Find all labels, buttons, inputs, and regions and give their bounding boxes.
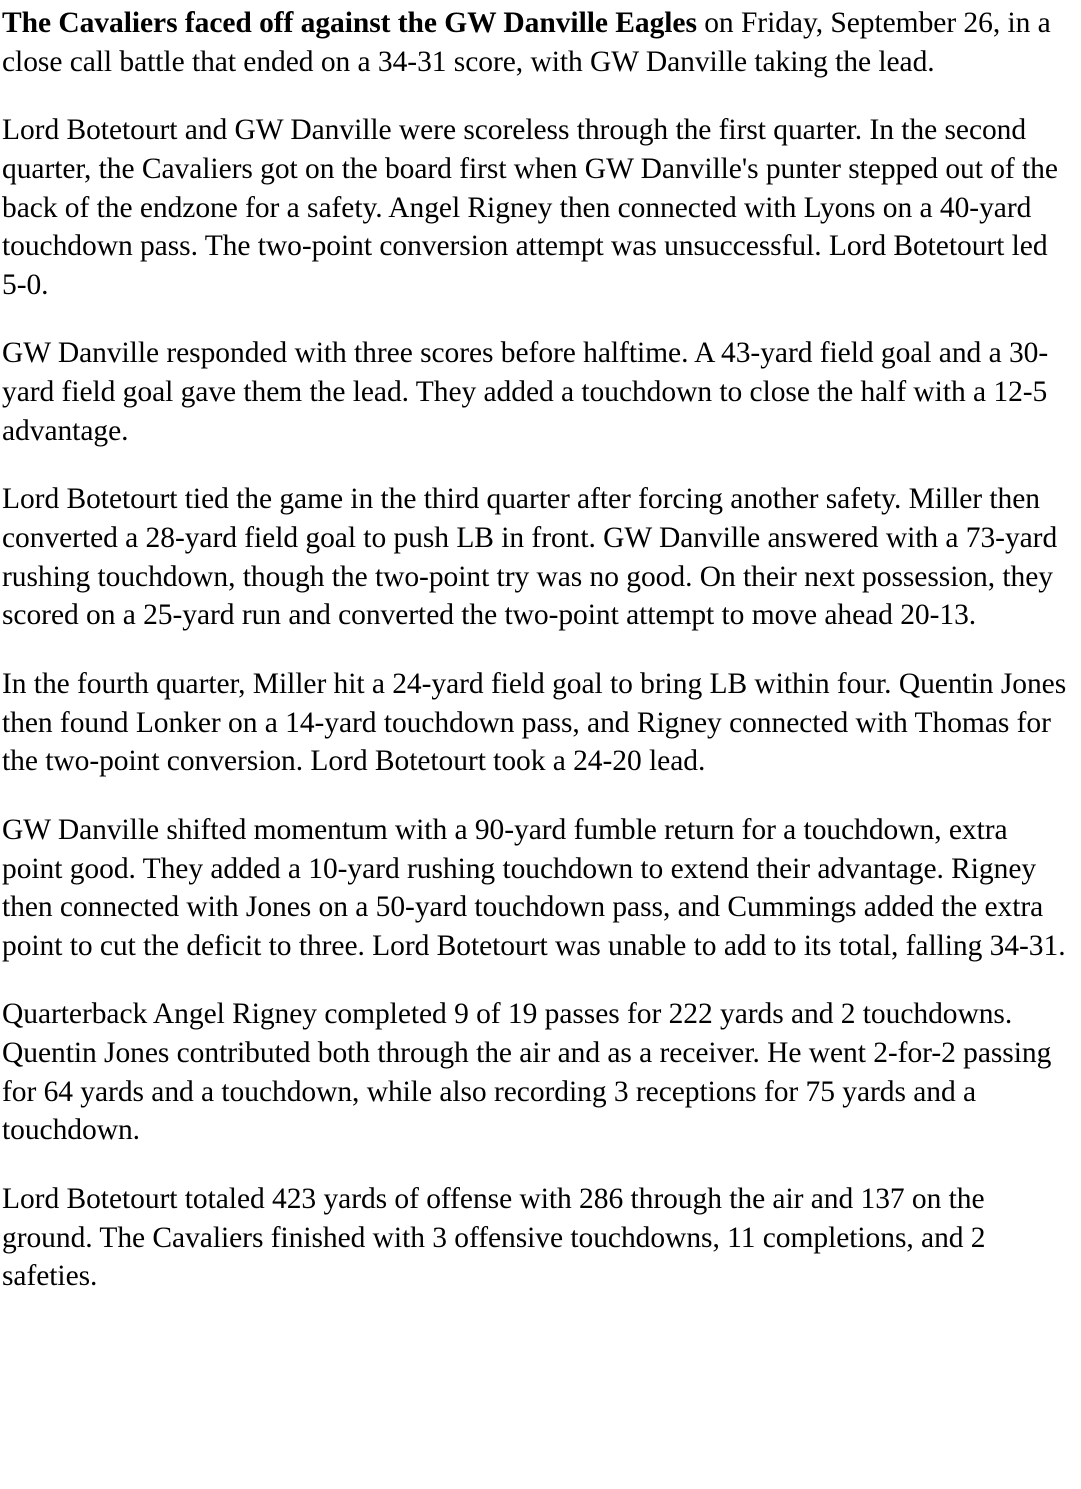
intro-rest-text: on Friday, September 26, in a close call battle that ended on a 34-31 score, with GW Danville taking the lead. <box>2 7 1051 78</box>
paragraph-first-half-gw: GW Danville responded with three scores before halftime. A 43-yard field goal and a 30-yard field goal gave them the lead. They added a touchdown to close the half with a 12-5 advantage. <box>2 337 1049 447</box>
paragraph-third-quarter: Lord Botetourt tied the game in the third quarter after forcing another safety. Miller then converted a 28-yard field goal to push LB in front. GW Danville answered with a 73-yard rushing touchdown, though the two-point try was no good. On their next possession, they scored on a 25-yard run and converted the two-point attempt to move ahead 20-13. <box>2 483 1058 632</box>
paragraph-intro <box>2 4 1075 81</box>
paragraph-late-game: GW Danville shifted momentum with a 90-yard fumble return for a touchdown, extra point good. They added a 10-yard rushing touchdown to extend their advantage. Rigney then connected with Jones on a 50-yard touchdown pass, and Cummings added the extra point to cut the deficit to three. Lord Botetourt was unable to add to its total, falling 34-31. <box>2 813 1066 962</box>
lead-bold-text: The Cavaliers faced off against the GW Danville Eagles <box>2 7 697 39</box>
paragraph-first-half-lb: Lord Botetourt and GW Danville were scoreless through the first quarter. In the second quarter, the Cavaliers got on the board first when GW Danville's punter stepped out of the back of the endzone for a safety. Angel Rigney then connected with Lyons on a 40-yard touchdown pass. The two-point conversion attempt was unsuccessful. Lord Botetourt led 5-0. <box>2 114 1058 301</box>
paragraph-team-totals: Lord Botetourt totaled 423 yards of offense with 286 through the air and 137 on the ground. The Cavaliers finished with 3 offensive touchdowns, 11 completions, and 2 safeties. <box>2 1183 986 1293</box>
paragraph-passing-stats: Quarterback Angel Rigney completed 9 of 19 passes for 222 yards and 2 touchdowns. Quentin Jones contributed both through the air and as a receiver. He went 2-for-2 passing for 64 yards and a touchdown, while also recording 3 receptions for 75 yards and a touchdown. <box>2 998 1052 1147</box>
paragraph-fourth-quarter: In the fourth quarter, Miller hit a 24-yard field goal to bring LB within four. Quentin Jones then found Lonker on a 14-yard touchdown pass, and Rigney connected with Thomas for the two-point conversion. Lord Botetourt took a 24-20 lead. <box>2 667 1067 778</box>
